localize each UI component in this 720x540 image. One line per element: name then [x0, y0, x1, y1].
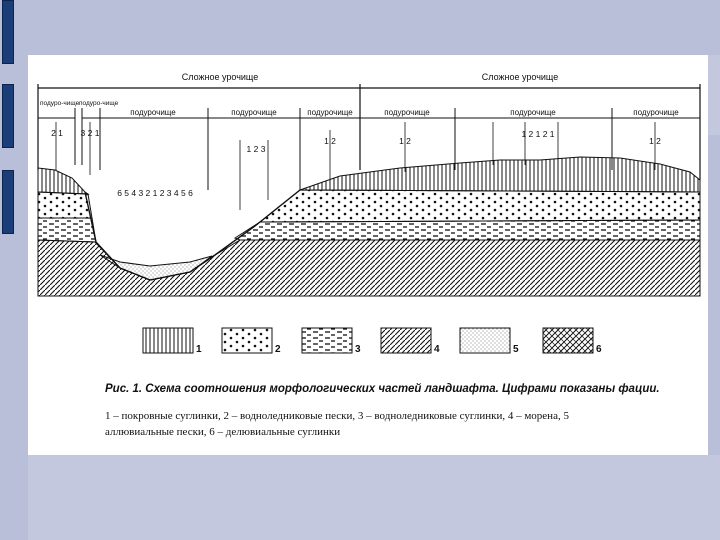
legend-number-5: 5 [513, 344, 519, 355]
subtract-label-4: подурочище [231, 108, 277, 117]
legend-number-6: 6 [596, 344, 602, 355]
complex-tract-label-right: Сложное урочище [481, 72, 559, 82]
legend-number-2: 2 [275, 344, 281, 355]
facies-valley: 6 5 4 3 2 1 2 3 4 5 6 [117, 188, 193, 198]
layer-glacial-loam-right [235, 220, 700, 240]
legend-number-4: 4 [434, 344, 440, 355]
subtract-label-5: подурочище [307, 108, 353, 117]
facies-r4: 1 2 [649, 136, 661, 146]
legend-swatch-3 [302, 328, 352, 353]
layer-cover-loam-left [38, 168, 88, 194]
complex-tract-label-left: Сложное урочище [181, 72, 259, 82]
subtract-label-6: подурочище [384, 108, 430, 117]
legend-number-1: 1 [196, 344, 202, 355]
legend-swatch-1 [143, 328, 193, 353]
facies-r1: 1 2 [324, 136, 336, 146]
legend-description-line-2: аллювиальные пески, 6 – делювиальные суглинки [105, 426, 341, 438]
facies-r3: 1 2 1 2 1 [521, 129, 555, 139]
facies-r2: 1 2 [399, 136, 411, 146]
layer-glacial-loam-left [38, 218, 96, 242]
legend [143, 328, 593, 353]
layer-glacial-sand-right [255, 190, 700, 226]
legend-swatch-6 [543, 328, 593, 353]
layer-glacial-sand-left [38, 192, 92, 218]
facies-left-2: 3 2 1 [80, 128, 100, 138]
subtract-label-3: подурочище [130, 108, 176, 117]
subtract-label-1: подуро-чище [40, 100, 80, 107]
legend-description-line-1: 1 – покровные суглинки, 2 – водноледниковые пески, 3 – водноледниковые суглинки, 4 – морена, 5 [105, 410, 569, 422]
subtract-label-8: подурочище [633, 108, 679, 117]
facies-left-1: 2 1 [51, 128, 63, 138]
figure-caption: Рис. 1. Схема соотношения морфологических частей ландшафта. Цифрами показаны фации. [105, 383, 660, 395]
legend-swatch-2 [222, 328, 272, 353]
facies-slope: 1 2 3 [246, 144, 266, 154]
subtract-label-7: подурочище [510, 108, 556, 117]
legend-number-3: 3 [355, 344, 361, 355]
legend-swatch-5 [460, 328, 510, 353]
cross-section [38, 157, 700, 296]
legend-swatch-4 [381, 328, 431, 353]
subtract-label-2: подуро-чище [79, 100, 119, 107]
